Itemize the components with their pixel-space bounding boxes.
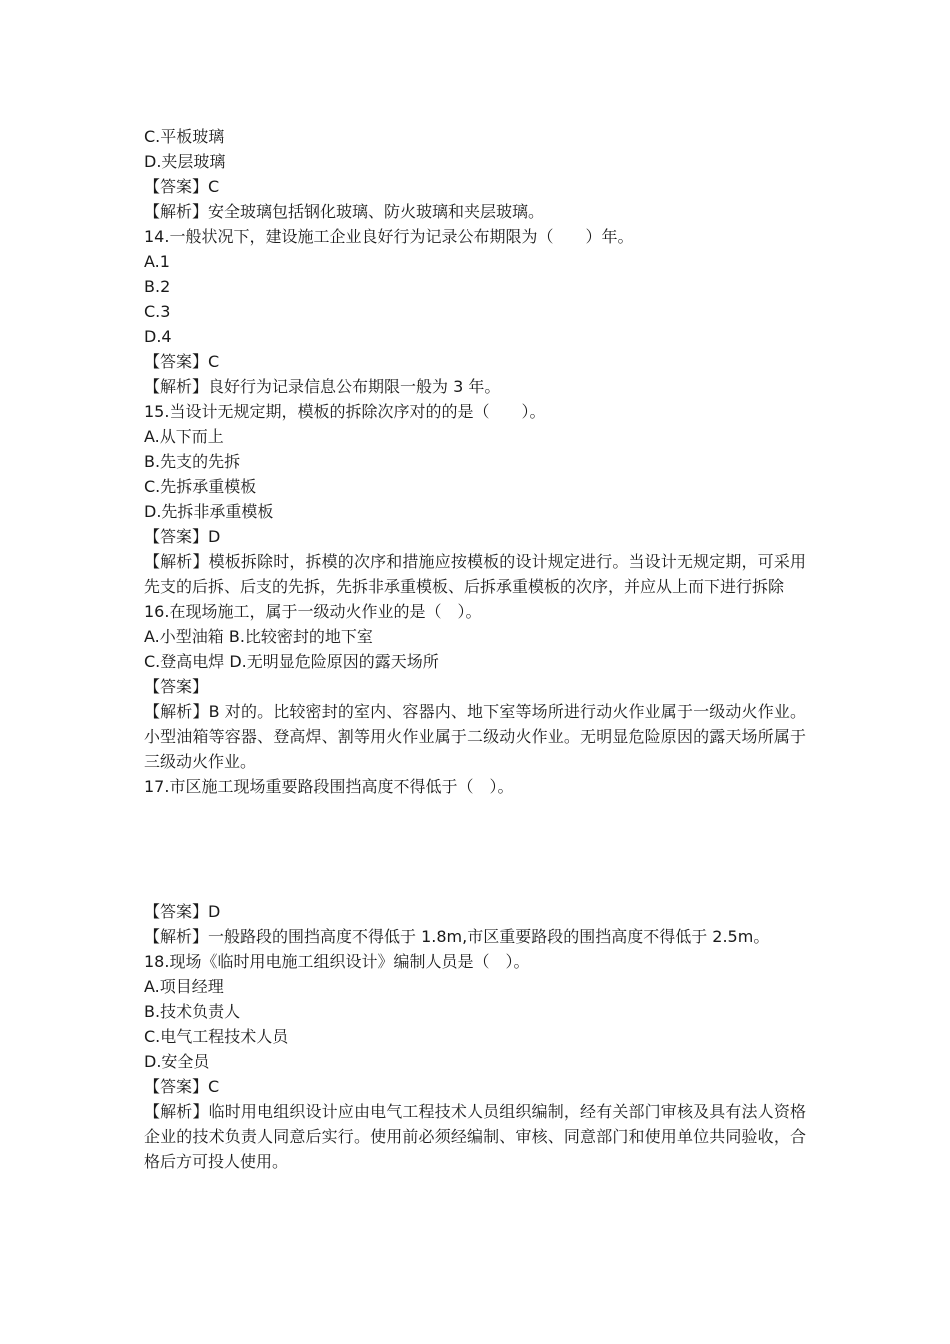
q18-option-c: C.电气工程技术人员 [144, 1027, 289, 1046]
document-body [144, 124, 806, 1174]
q14-answer: 【答案】C [144, 352, 220, 371]
q15-analysis: 【解析】模板拆除时，拆模的次序和措施应按模板的设计规定进行。当设计无规定期，可采用先支的后拆、后支的先拆，先拆非承重模板、后拆承重模板的次序，并应从上而下进行拆除 [144, 552, 806, 596]
q13-analysis: 【解析】安全玻璃包括钢化玻璃、防火玻璃和夹层玻璃。 [144, 202, 545, 221]
q15-option-d: D.先拆非承重模板 [144, 502, 274, 521]
q16-analysis: 【解析】B 对的。比较密封的室内、容器内、地下室等场所进行动火作业属于一级动火作业。小型油箱等容器、登高焊、割等用火作业属于二级动火作业。无明显危险原因的露天场所属于三级动火作业。 [144, 702, 806, 771]
q13-answer: 【答案】C [144, 177, 220, 196]
q18-option-b: B.技术负责人 [144, 1002, 241, 1021]
q13-option-c: C.平板玻璃 [144, 127, 225, 146]
q18-question: 18.现场《临时用电施工组织设计》编制人员是（ ）。 [144, 952, 530, 971]
q14-option-a: A.1 [144, 252, 170, 271]
q14-option-b: B.2 [144, 277, 171, 296]
blank-space [144, 799, 806, 899]
q16-question: 16.在现场施工，属于一级动火作业的是（ ）。 [144, 602, 482, 621]
q15-option-b: B.先支的先拆 [144, 452, 241, 471]
q18-option-a: A.项目经理 [144, 977, 224, 996]
q17-question: 17.市区施工现场重要路段围挡高度不得低于（ ）。 [144, 777, 514, 796]
q16-answer: 【答案】 [144, 677, 209, 696]
q14-analysis: 【解析】良好行为记录信息公布期限一般为 3 年。 [144, 377, 501, 396]
q18-answer: 【答案】C [144, 1077, 220, 1096]
q14-option-c: C.3 [144, 302, 171, 321]
q13-option-d: D.夹层玻璃 [144, 152, 226, 171]
q15-option-a: A.从下而上 [144, 427, 224, 446]
q17-analysis: 【解析】一般路段的围挡高度不得低于 1.8m,市区重要路段的围挡高度不得低于 2.5m。 [144, 927, 770, 946]
q16-options-ab: A.小型油箱 B.比较密封的地下室 [144, 627, 373, 646]
q15-option-c: C.先拆承重模板 [144, 477, 257, 496]
q16-options-cd: C.登高电焊 D.无明显危险原因的露天场所 [144, 652, 439, 671]
q14-option-d: D.4 [144, 327, 172, 346]
q15-question: 15.当设计无规定期，模板的拆除次序对的的是（ ）。 [144, 402, 546, 421]
q17-answer: 【答案】D [144, 902, 221, 921]
q14-question: 14.一般状况下，建设施工企业良好行为记录公布期限为（ ）年。 [144, 227, 634, 246]
q18-option-d: D.安全员 [144, 1052, 210, 1071]
q18-analysis: 【解析】临时用电组织设计应由电气工程技术人员组织编制，经有关部门审核及具有法人资格企业的技术负责人同意后实行。使用前必须经编制、审核、同意部门和使用单位共同验收，合格后方可投人使用。 [144, 1102, 806, 1171]
q15-answer: 【答案】D [144, 527, 221, 546]
